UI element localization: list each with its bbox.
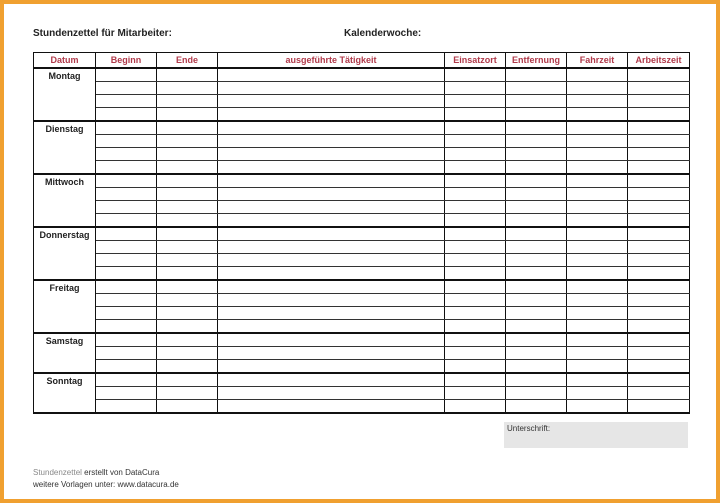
entry-cell[interactable] [157, 148, 218, 161]
entry-cell[interactable] [96, 188, 157, 201]
entry-cell[interactable] [628, 254, 690, 267]
entry-cell[interactable] [218, 307, 445, 320]
signature-label: Unterschrift: [507, 424, 551, 433]
entry-cell[interactable] [628, 307, 690, 320]
entry-cell[interactable] [218, 254, 445, 267]
entry-cell[interactable] [218, 188, 445, 201]
footer-more-templates: weitere Vorlagen unter: www.datacura.de [33, 480, 179, 489]
entry-cell[interactable] [445, 254, 506, 267]
entry-cell[interactable] [567, 360, 628, 374]
entry-cell[interactable] [506, 267, 567, 281]
day-label: Dienstag [34, 121, 96, 174]
entry-cell[interactable] [567, 307, 628, 320]
entry-cell[interactable] [157, 68, 218, 82]
entry-cell[interactable] [506, 227, 567, 241]
entry-cell[interactable] [96, 82, 157, 95]
day-label: Donnerstag [34, 227, 96, 280]
entry-cell[interactable] [445, 241, 506, 254]
table-row [34, 148, 690, 161]
entry-cell[interactable] [628, 387, 690, 400]
entry-cell[interactable] [628, 68, 690, 82]
entry-cell[interactable] [96, 174, 157, 188]
entry-cell[interactable] [567, 108, 628, 122]
table-row [34, 294, 690, 307]
entry-cell[interactable] [157, 201, 218, 214]
entry-cell[interactable] [506, 360, 567, 374]
entry-cell[interactable] [96, 108, 157, 122]
entry-cell[interactable] [445, 320, 506, 334]
entry-cell[interactable] [218, 320, 445, 334]
entry-cell[interactable] [628, 148, 690, 161]
table-row [34, 82, 690, 95]
table-row [34, 373, 690, 387]
entry-cell[interactable] [567, 148, 628, 161]
entry-cell[interactable] [218, 360, 445, 374]
day-label: Freitag [34, 280, 96, 333]
entry-cell[interactable] [157, 254, 218, 267]
entry-cell[interactable] [506, 68, 567, 82]
entry-cell[interactable] [157, 400, 218, 414]
entry-cell[interactable] [445, 214, 506, 228]
entry-cell[interactable] [628, 400, 690, 414]
entry-cell[interactable] [567, 280, 628, 294]
entry-cell[interactable] [157, 360, 218, 374]
header-row [34, 53, 690, 69]
entry-cell[interactable] [628, 227, 690, 241]
entry-cell[interactable] [96, 214, 157, 228]
entry-cell[interactable] [157, 174, 218, 188]
entry-cell[interactable] [218, 82, 445, 95]
entry-cell[interactable] [218, 108, 445, 122]
entry-cell[interactable] [628, 333, 690, 347]
entry-cell[interactable] [218, 227, 445, 241]
entry-cell[interactable] [96, 400, 157, 414]
col-header-einsatzort: Einsatzort [445, 53, 506, 69]
table-row [34, 161, 690, 175]
entry-cell[interactable] [96, 95, 157, 108]
table-row [34, 307, 690, 320]
entry-cell[interactable] [218, 135, 445, 148]
table-row [34, 400, 690, 414]
entry-cell[interactable] [506, 95, 567, 108]
entry-cell[interactable] [218, 373, 445, 387]
table-row [34, 320, 690, 334]
entry-cell[interactable] [445, 108, 506, 122]
entry-cell[interactable] [506, 333, 567, 347]
entry-cell[interactable] [218, 267, 445, 281]
entry-cell[interactable] [157, 241, 218, 254]
entry-cell[interactable] [445, 121, 506, 135]
entry-cell[interactable] [96, 373, 157, 387]
entry-cell[interactable] [628, 201, 690, 214]
entry-cell[interactable] [157, 307, 218, 320]
col-header-beginn: Beginn [96, 53, 157, 69]
col-header-taetigkeit: ausgeführte Tätigkeit [218, 53, 445, 69]
entry-cell[interactable] [567, 347, 628, 360]
entry-cell[interactable] [628, 360, 690, 374]
entry-cell[interactable] [567, 387, 628, 400]
entry-cell[interactable] [445, 333, 506, 347]
entry-cell[interactable] [628, 161, 690, 175]
table-row [34, 135, 690, 148]
entry-cell[interactable] [506, 82, 567, 95]
entry-cell[interactable] [567, 188, 628, 201]
entry-cell[interactable] [567, 254, 628, 267]
footer-credit: erstellt von DataCura [81, 468, 160, 477]
entry-cell[interactable] [506, 241, 567, 254]
day-label: Samstag [34, 333, 96, 373]
entry-cell[interactable] [628, 267, 690, 281]
entry-cell[interactable] [445, 373, 506, 387]
entry-cell[interactable] [628, 188, 690, 201]
entry-cell[interactable] [218, 68, 445, 82]
entry-cell[interactable] [628, 214, 690, 228]
entry-cell[interactable] [506, 294, 567, 307]
entry-cell[interactable] [506, 108, 567, 122]
day-label: Montag [34, 68, 96, 121]
entry-cell[interactable] [445, 387, 506, 400]
day-label: Mittwoch [34, 174, 96, 227]
entry-cell[interactable] [157, 121, 218, 135]
entry-cell[interactable] [445, 82, 506, 95]
entry-cell[interactable] [506, 214, 567, 228]
entry-cell[interactable] [445, 280, 506, 294]
entry-cell[interactable] [445, 161, 506, 175]
table-row [34, 254, 690, 267]
employee-label: Stundenzettel für Mitarbeiter: [33, 28, 172, 39]
entry-cell[interactable] [628, 174, 690, 188]
entry-cell[interactable] [628, 294, 690, 307]
signature-box[interactable] [504, 422, 688, 448]
entry-cell[interactable] [506, 201, 567, 214]
entry-cell[interactable] [445, 400, 506, 414]
entry-cell[interactable] [567, 320, 628, 334]
entry-cell[interactable] [628, 108, 690, 122]
entry-cell[interactable] [567, 400, 628, 414]
entry-cell[interactable] [445, 267, 506, 281]
entry-cell[interactable] [157, 82, 218, 95]
entry-cell[interactable] [506, 254, 567, 267]
entry-cell[interactable] [506, 387, 567, 400]
table-row [34, 387, 690, 400]
table-row [34, 108, 690, 122]
table-row [34, 201, 690, 214]
entry-cell[interactable] [157, 387, 218, 400]
entry-cell[interactable] [506, 280, 567, 294]
entry-cell[interactable] [445, 188, 506, 201]
entry-cell[interactable] [506, 307, 567, 320]
entry-cell[interactable] [157, 95, 218, 108]
entry-cell[interactable] [218, 148, 445, 161]
entry-cell[interactable] [445, 360, 506, 374]
entry-cell[interactable] [506, 161, 567, 175]
entry-cell[interactable] [157, 161, 218, 175]
entry-cell[interactable] [628, 347, 690, 360]
col-header-entfernung: Entfernung [506, 53, 567, 69]
entry-cell[interactable] [218, 347, 445, 360]
entry-cell[interactable] [445, 347, 506, 360]
entry-cell[interactable] [157, 108, 218, 122]
entry-cell[interactable] [157, 373, 218, 387]
footer [33, 467, 179, 491]
entry-cell[interactable] [157, 294, 218, 307]
footer-credit-line [33, 467, 179, 479]
entry-cell[interactable] [445, 307, 506, 320]
entry-cell[interactable] [628, 280, 690, 294]
table-row [34, 188, 690, 201]
entry-cell[interactable] [567, 135, 628, 148]
entry-cell[interactable] [567, 68, 628, 82]
entry-cell[interactable] [628, 95, 690, 108]
entry-cell[interactable] [96, 320, 157, 334]
entry-cell[interactable] [96, 121, 157, 135]
entry-cell[interactable] [445, 148, 506, 161]
entry-cell[interactable] [506, 400, 567, 414]
entry-cell[interactable] [157, 227, 218, 241]
week-label: Kalenderwoche: [344, 28, 422, 39]
entry-cell[interactable] [628, 135, 690, 148]
entry-cell[interactable] [567, 373, 628, 387]
entry-cell[interactable] [506, 373, 567, 387]
entry-cell[interactable] [218, 241, 445, 254]
entry-cell[interactable] [218, 174, 445, 188]
entry-cell[interactable] [506, 347, 567, 360]
footer-prefix: Stundenzettel [33, 468, 82, 477]
entry-cell[interactable] [218, 387, 445, 400]
entry-cell[interactable] [567, 82, 628, 95]
entry-cell[interactable] [157, 320, 218, 334]
entry-cell[interactable] [96, 387, 157, 400]
entry-cell[interactable] [506, 135, 567, 148]
entry-cell[interactable] [218, 95, 445, 108]
entry-cell[interactable] [96, 161, 157, 175]
entry-cell[interactable] [567, 214, 628, 228]
entry-cell[interactable] [567, 201, 628, 214]
entry-cell[interactable] [567, 121, 628, 135]
entry-cell[interactable] [567, 333, 628, 347]
entry-cell[interactable] [157, 280, 218, 294]
table-row [34, 95, 690, 108]
entry-cell[interactable] [445, 201, 506, 214]
col-header-arbeitszeit: Arbeitszeit [628, 53, 690, 69]
entry-cell[interactable] [506, 121, 567, 135]
entry-cell[interactable] [96, 347, 157, 360]
table-row [34, 174, 690, 188]
table-row [34, 333, 690, 347]
entry-cell[interactable] [96, 241, 157, 254]
col-header-ende: Ende [157, 53, 218, 69]
entry-cell[interactable] [96, 254, 157, 267]
table-row [34, 121, 690, 135]
entry-cell[interactable] [445, 227, 506, 241]
table-row [34, 360, 690, 374]
entry-cell[interactable] [157, 214, 218, 228]
table-row [34, 68, 690, 82]
entry-cell[interactable] [506, 320, 567, 334]
entry-cell[interactable] [506, 148, 567, 161]
col-header-datum: Datum [34, 53, 96, 69]
entry-cell[interactable] [96, 307, 157, 320]
entry-cell[interactable] [506, 174, 567, 188]
table-row [34, 214, 690, 228]
entry-cell[interactable] [445, 294, 506, 307]
entry-cell[interactable] [628, 121, 690, 135]
entry-cell[interactable] [628, 82, 690, 95]
entry-cell[interactable] [96, 227, 157, 241]
entry-cell[interactable] [445, 174, 506, 188]
entry-cell[interactable] [157, 347, 218, 360]
entry-cell[interactable] [157, 135, 218, 148]
entry-cell[interactable] [96, 294, 157, 307]
entry-cell[interactable] [218, 214, 445, 228]
entry-cell[interactable] [567, 95, 628, 108]
entry-cell[interactable] [628, 241, 690, 254]
entry-cell[interactable] [96, 148, 157, 161]
entry-cell[interactable] [445, 95, 506, 108]
entry-cell[interactable] [506, 188, 567, 201]
entry-cell[interactable] [96, 280, 157, 294]
entry-cell[interactable] [218, 121, 445, 135]
entry-cell[interactable] [628, 373, 690, 387]
table-row [34, 227, 690, 241]
entry-cell[interactable] [218, 201, 445, 214]
entry-cell[interactable] [567, 174, 628, 188]
entry-cell[interactable] [218, 333, 445, 347]
entry-cell[interactable] [567, 294, 628, 307]
entry-cell[interactable] [157, 188, 218, 201]
table-row [34, 267, 690, 281]
entry-cell[interactable] [218, 280, 445, 294]
entry-cell[interactable] [96, 68, 157, 82]
timesheet-body [34, 68, 690, 413]
entry-cell[interactable] [96, 360, 157, 374]
entry-cell[interactable] [445, 68, 506, 82]
entry-cell[interactable] [218, 294, 445, 307]
entry-cell[interactable] [157, 267, 218, 281]
entry-cell[interactable] [567, 267, 628, 281]
table-row [34, 241, 690, 254]
entry-cell[interactable] [96, 201, 157, 214]
day-label: Sonntag [34, 373, 96, 413]
entry-cell[interactable] [96, 267, 157, 281]
entry-cell[interactable] [628, 320, 690, 334]
entry-cell[interactable] [218, 161, 445, 175]
entry-cell[interactable] [567, 227, 628, 241]
table-row [34, 347, 690, 360]
entry-cell[interactable] [218, 400, 445, 414]
entry-cell[interactable] [567, 161, 628, 175]
entry-cell[interactable] [567, 241, 628, 254]
entry-cell[interactable] [445, 135, 506, 148]
col-header-fahrzeit: Fahrzeit [567, 53, 628, 69]
entry-cell[interactable] [96, 135, 157, 148]
entry-cell[interactable] [157, 333, 218, 347]
table-row [34, 280, 690, 294]
timesheet-table [33, 52, 690, 414]
entry-cell[interactable] [96, 333, 157, 347]
